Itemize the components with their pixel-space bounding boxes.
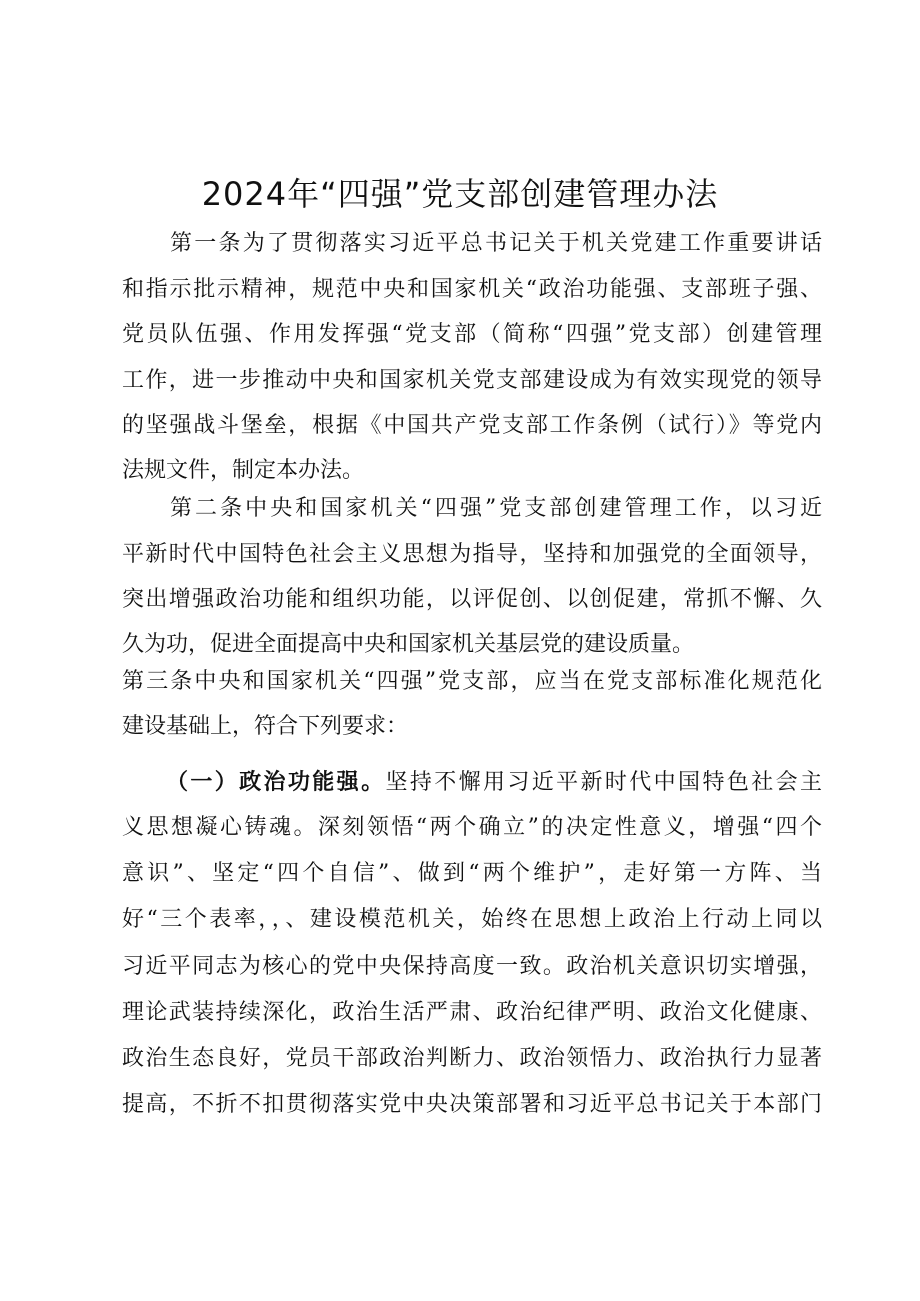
text-line: 法规文件，制定本办法。 (122, 458, 365, 483)
text-line: 的坚强战斗堡垒，根据《中国共产党支部工作条例（试行）》等党内 (122, 413, 822, 438)
text-line (166, 767, 822, 797)
text-line: 好“三个表率，，、建设模范机关，始终在思想上政治上行动上同以 (122, 907, 822, 932)
text-line: 第三条中央和国家机关“四强”党支部，应当在党支部标准化规范化 (122, 669, 822, 694)
text-line: 第二条中央和国家机关“四强”党支部创建管理工作，以习近 (170, 496, 822, 521)
text-line: 理论武装持续深化，政治生活严肃、政治纪律严明、政治文化健康、 (122, 1000, 822, 1025)
text-line: 党员队伍强、作用发挥强“党支部（简称“四强”党支部）创建管理 (122, 322, 822, 347)
text-line: 建设基础上，符合下列要求： (122, 714, 409, 739)
text-line: 政治生态良好，党员干部政治判断力、政治领悟力、政治执行力显著 (122, 1046, 822, 1071)
text-line: 意识”、坚定“四个自信”、做到“两个维护”，走好第一方阵、当 (122, 861, 822, 886)
text-line: 久为功，促进全面提高中央和国家机关基层党的建设质量。 (122, 632, 695, 657)
text-line: 工作，进一步推动中央和国家机关党支部建设成为有效实现党的领导 (122, 368, 822, 393)
document-title: 2024年“四强”党支部创建管理办法 (201, 175, 719, 213)
text-line: 和指示批示精神，规范中央和国家机关“政治功能强、支部班子强、 (122, 277, 822, 302)
text-line: 习近平同志为核心的党中央保持高度一致。政治机关意识切实增强， (122, 954, 822, 979)
text-line: 第一条为了贯彻落实习近平总书记关于机关党建工作重要讲话 (170, 231, 822, 256)
text-line: 突出增强政治功能和组织功能，以评促创、以创促建，常抓不懈、久 (122, 587, 822, 612)
text-line: 平新时代中国特色社会主义思想为指导，坚持和加强党的全面领导， (122, 542, 822, 567)
text-line: 提高，不折不扣贯彻落实党中央决策部署和习近平总书记关于本部门 (122, 1092, 822, 1117)
item-text: 坚持不懈用习近平新时代中国特色社会主 (385, 770, 822, 795)
item-heading: （一）政治功能强。 (166, 769, 386, 795)
text-line: 义思想凝心铸魂。深刻领悟“两个确立”的决定性意义，增强“四个 (122, 815, 822, 840)
